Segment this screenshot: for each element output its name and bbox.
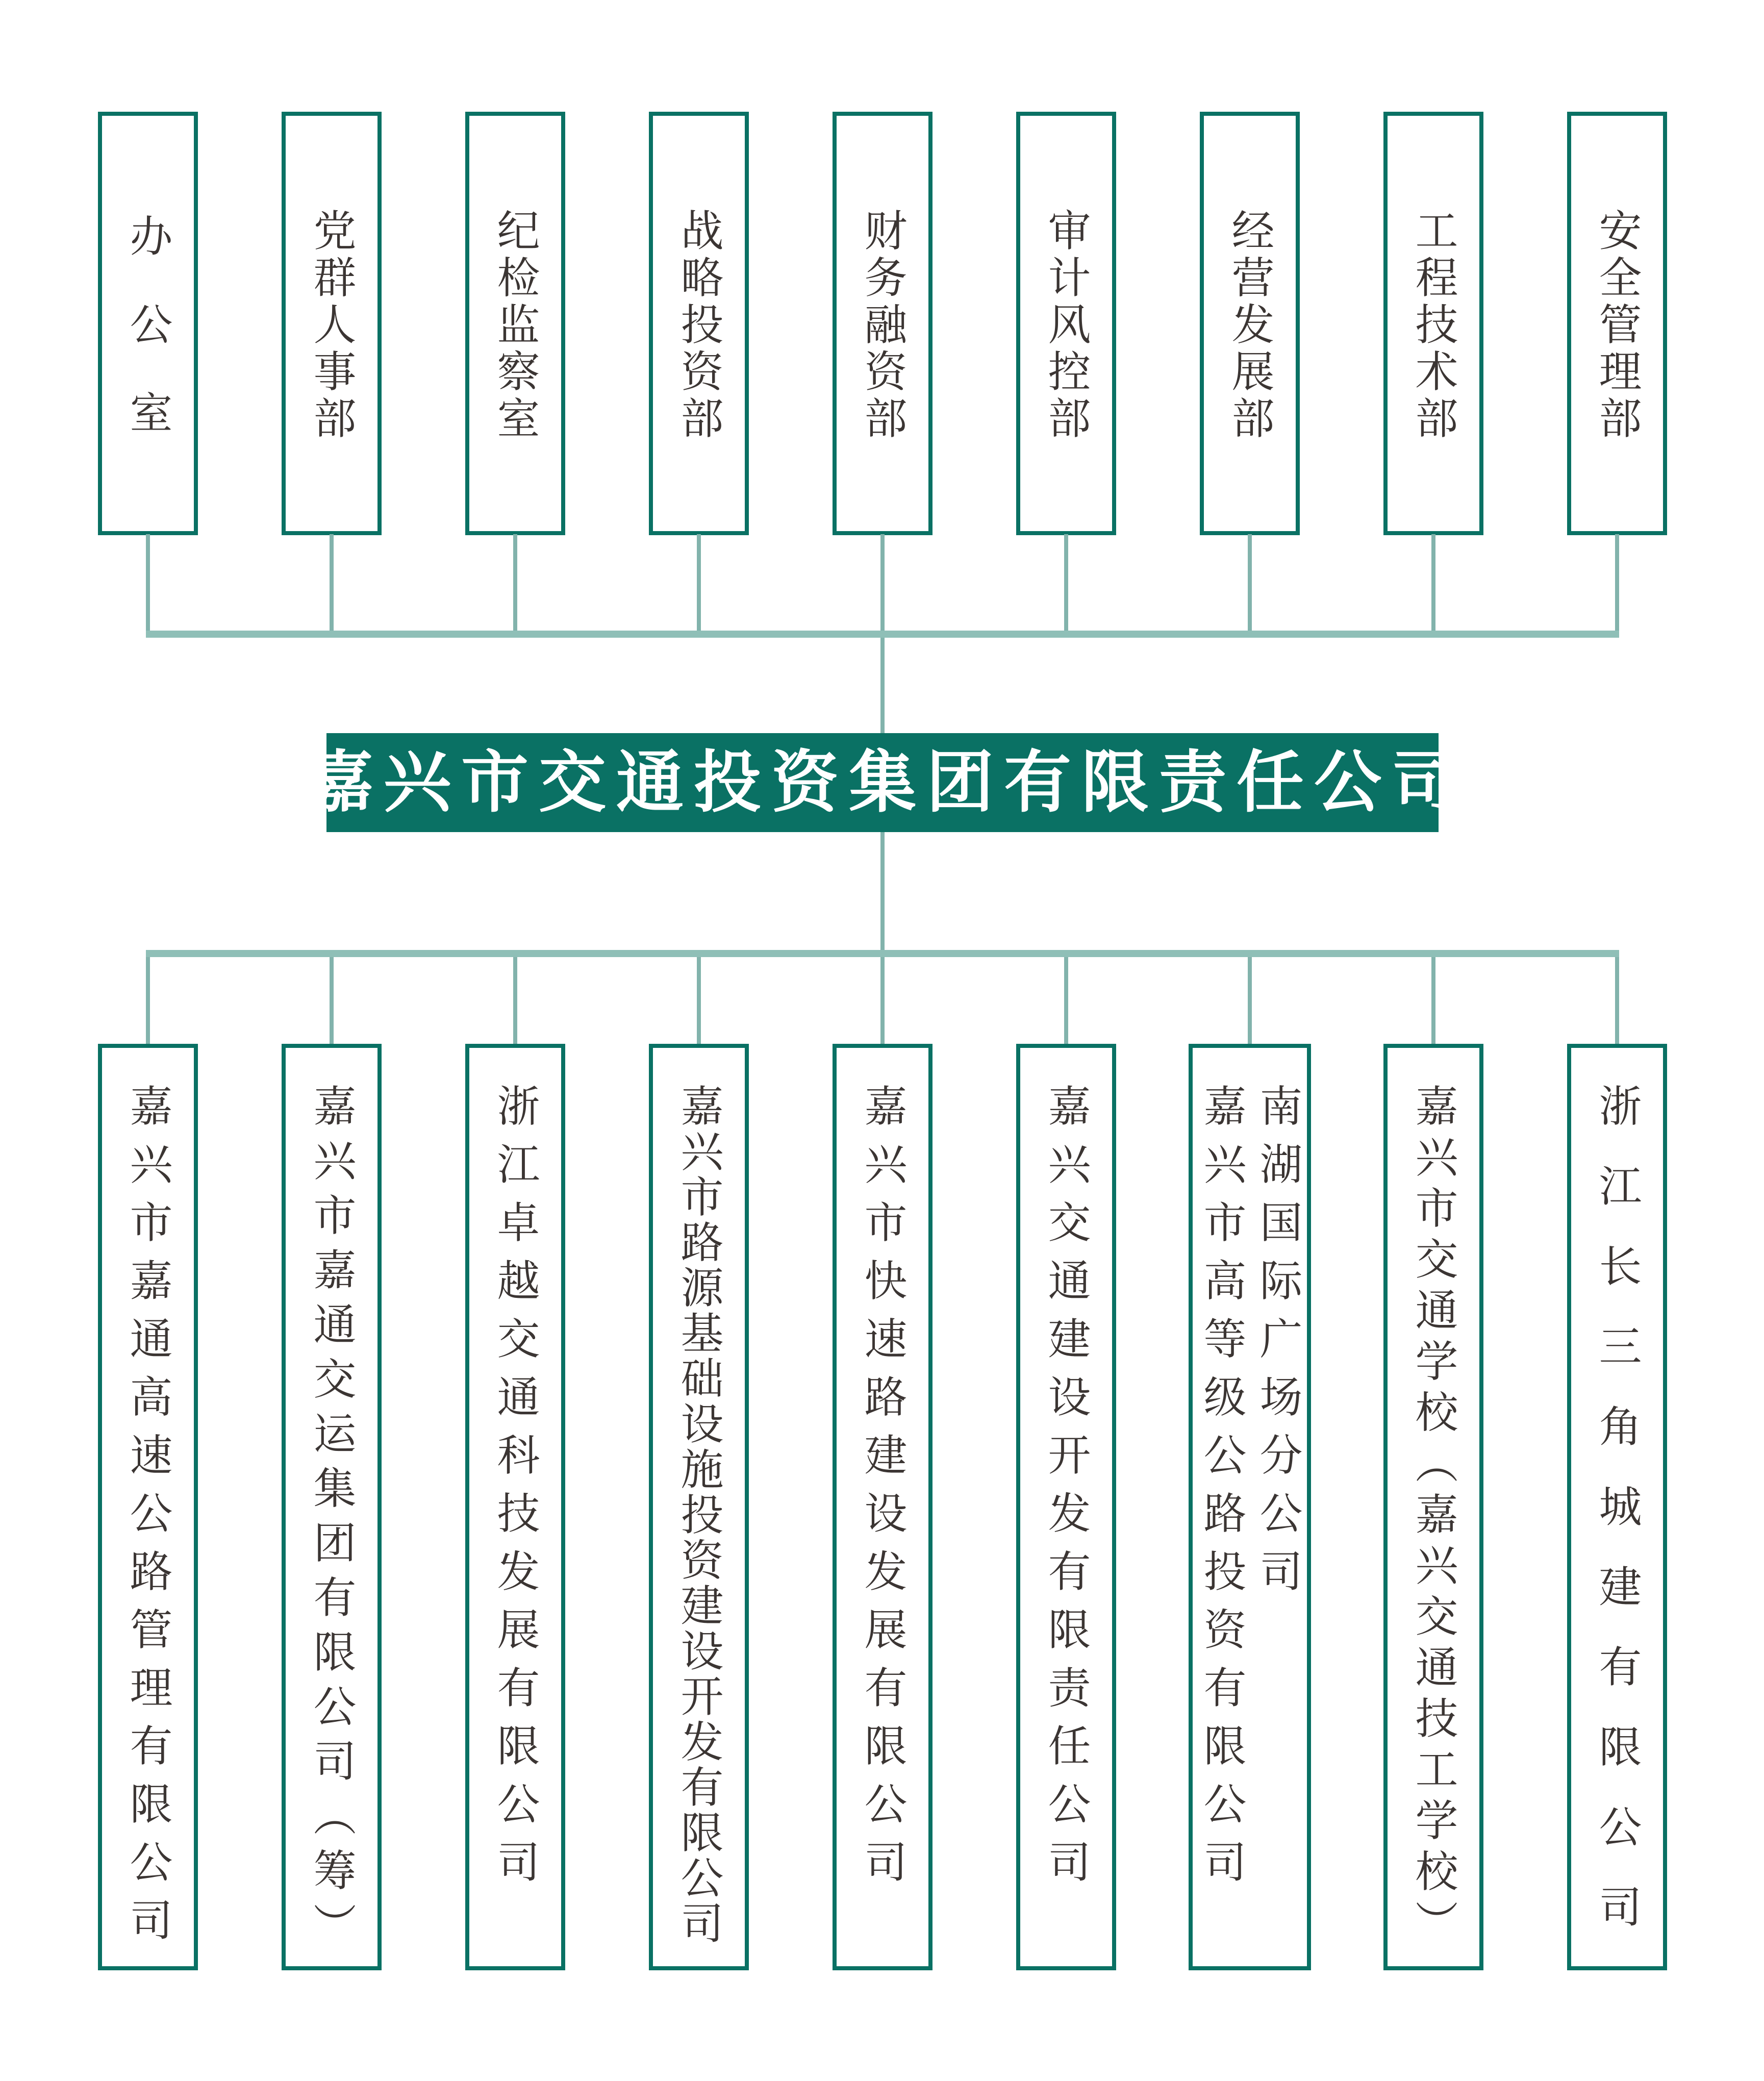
connector-line xyxy=(880,638,885,733)
department-label: 审计风控部 xyxy=(1041,208,1091,443)
connector-line xyxy=(697,534,701,631)
connector-line xyxy=(1064,957,1068,1045)
root-company-box xyxy=(306,733,1469,832)
department-box-strategic-investment xyxy=(649,112,749,535)
subsidiary-label: 嘉兴市高等级公路投资有限公司 xyxy=(1197,1084,1247,1898)
subsidiary-box-transport-school xyxy=(1383,1044,1483,1970)
department-label: 纪检监察室 xyxy=(490,208,540,443)
connector-line xyxy=(1248,957,1252,1045)
subsidiary-box-yangtze-delta-urban-construction xyxy=(1567,1044,1667,1970)
department-box-business-development xyxy=(1200,112,1300,535)
department-box-office xyxy=(98,112,198,535)
department-box-finance-financing xyxy=(833,112,933,535)
subsidiary-box-transport-construction-development xyxy=(1016,1044,1116,1970)
root-company-label: 嘉兴市交通投资集团有限责任公司 xyxy=(306,743,1469,822)
department-label: 战略投资部 xyxy=(674,208,724,443)
department-label: 党群人事部 xyxy=(307,208,357,443)
connector-line xyxy=(330,957,334,1045)
department-label: 财务融资部 xyxy=(858,208,908,443)
connector-line xyxy=(1615,957,1619,1045)
connector-line xyxy=(513,957,517,1045)
department-label: 经营发展部 xyxy=(1225,208,1275,443)
connector-line xyxy=(880,534,885,631)
subsidiary-box-luyuan-infrastructure xyxy=(649,1044,749,1970)
subsidiary-label: 嘉兴市快速路建设发展有限公司 xyxy=(858,1084,908,1898)
connector-line xyxy=(1615,534,1619,631)
connector-line xyxy=(880,832,885,950)
connector-line xyxy=(880,957,885,1045)
subsidiary-box-expressroad-construction xyxy=(833,1044,933,1970)
subsidiary-label: 嘉兴市路源基础设施投资建设开发有限公司 xyxy=(674,1084,724,1946)
subsidiary-box-jiatong-transport-group xyxy=(282,1044,382,1970)
subsidiary-branch-label: 南湖国际广场分公司 xyxy=(1253,1084,1303,1607)
subsidiary-box-zhuoyue-technology xyxy=(465,1044,565,1970)
connector-line xyxy=(1431,957,1435,1045)
subsidiary-box-jiatong-expressway xyxy=(98,1044,198,1970)
subsidiary-label: 浙江卓越交通科技发展有限公司 xyxy=(490,1084,540,1898)
department-box-engineering-technology xyxy=(1383,112,1483,535)
department-label: 安全管理部 xyxy=(1592,208,1642,443)
connector-line xyxy=(146,534,150,631)
department-label: 办公室 xyxy=(123,214,173,479)
connector-line xyxy=(146,957,150,1045)
subsidiary-box-high-grade-highway-investment xyxy=(1189,1044,1311,1970)
connector-bar-bottom xyxy=(146,950,1619,957)
department-box-audit-risk xyxy=(1016,112,1116,535)
subsidiary-label: 浙江长三角城建有限公司 xyxy=(1592,1084,1642,1965)
connector-line xyxy=(1431,534,1435,631)
department-box-safety-management xyxy=(1567,112,1667,535)
connector-line xyxy=(1064,534,1068,631)
department-box-discipline-inspection xyxy=(465,112,565,535)
department-box-party-personnel xyxy=(282,112,382,535)
connector-line xyxy=(697,957,701,1045)
subsidiary-label: 嘉兴市嘉通高速公路管理有限公司 xyxy=(123,1084,173,1956)
subsidiary-label: 嘉兴市嘉通交运集团有限公司（筹） xyxy=(307,1084,357,1957)
subsidiary-label: 嘉兴交通建设开发有限责任公司 xyxy=(1041,1084,1091,1898)
connector-line xyxy=(1248,534,1252,631)
connector-line xyxy=(513,534,517,631)
department-label: 工程技术部 xyxy=(1408,208,1458,443)
connector-line xyxy=(330,534,334,631)
connector-bar-top xyxy=(146,631,1619,638)
subsidiary-label: 嘉兴市交通学校（嘉兴交通技工学校） xyxy=(1408,1084,1458,1951)
